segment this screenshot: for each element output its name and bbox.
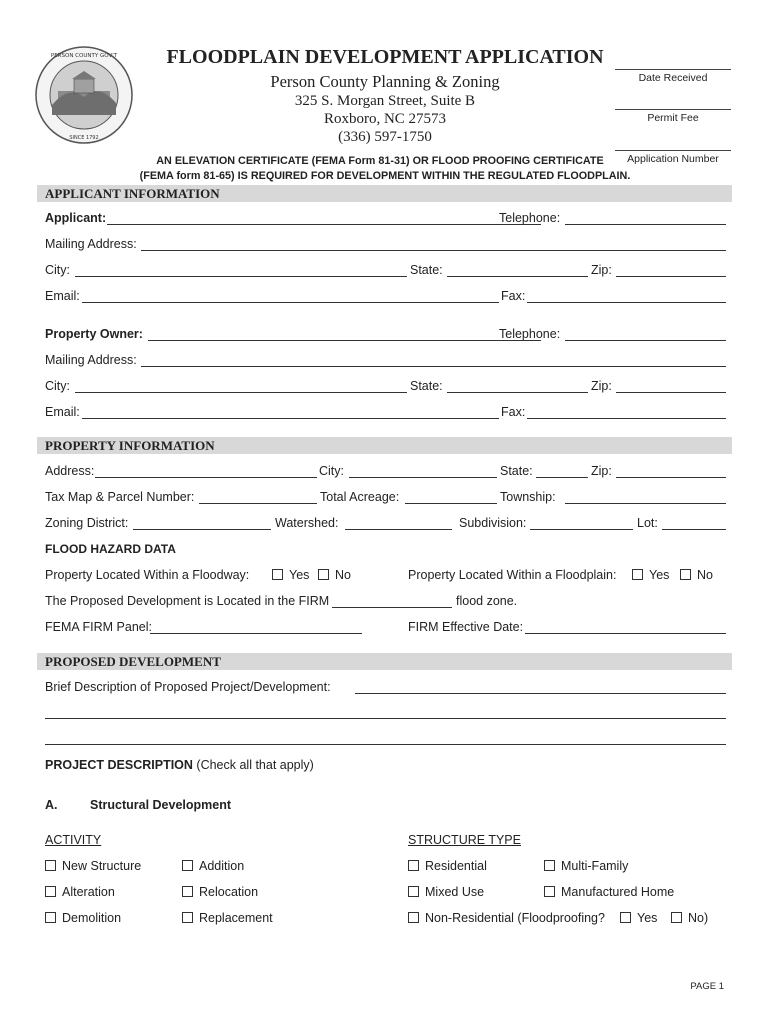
subdivision-field[interactable]	[530, 529, 633, 530]
floodway-row	[45, 568, 735, 586]
owner-label: Property Owner:	[45, 327, 143, 341]
applicant-label: Applicant:	[45, 211, 107, 225]
permit-fee-label: Permit Fee	[647, 112, 699, 124]
floodway-yes-option[interactable]	[272, 568, 309, 582]
demolition-checkbox[interactable]	[45, 912, 56, 923]
floodplain-label: Property Located Within a Floodplain:	[408, 568, 617, 582]
mixed-use-checkbox[interactable]	[408, 886, 419, 897]
floodplain-no-option[interactable]	[680, 568, 713, 582]
form-title: FLOODPLAIN DEVELOPMENT APPLICATION	[166, 46, 604, 68]
non-residential-label: Non-Residential (Floodproofing?	[425, 911, 605, 925]
type-multi-family[interactable]	[544, 859, 628, 877]
relocation-label: Relocation	[199, 885, 259, 899]
alteration-label: Alteration	[62, 885, 115, 899]
floodproofing-yes-option[interactable]	[620, 911, 657, 929]
township-field[interactable]	[565, 503, 726, 504]
demolition-label: Demolition	[62, 911, 122, 925]
owner-telephone-field[interactable]	[565, 340, 726, 341]
floodplain-yes-checkbox[interactable]	[632, 569, 643, 580]
applicant-row	[45, 211, 735, 229]
watershed-field[interactable]	[345, 529, 452, 530]
owner-city-label: City:	[45, 379, 70, 393]
floodway-no-label: No	[335, 568, 351, 582]
activity-heading: ACTIVITY	[45, 833, 102, 847]
property-city-field[interactable]	[349, 477, 497, 478]
owner-state-field[interactable]	[447, 392, 588, 393]
applicant-state-label: State:	[410, 263, 443, 277]
applicant-telephone-field[interactable]	[565, 224, 726, 225]
floodplain-no-label: No	[697, 568, 713, 582]
owner-zip-field[interactable]	[616, 392, 726, 393]
residential-checkbox[interactable]	[408, 860, 419, 871]
applicant-section-header	[37, 185, 732, 202]
lot-label: Lot:	[637, 516, 658, 530]
office-address-line2: Roxboro, NC 27573	[323, 111, 447, 127]
applicant-fax-field[interactable]	[527, 302, 726, 303]
property-address-field[interactable]	[95, 477, 317, 478]
lot-field[interactable]	[662, 529, 726, 530]
activity-addition[interactable]	[182, 859, 244, 877]
project-description-title: PROJECT DESCRIPTION	[45, 758, 193, 772]
zoning-label: Zoning District:	[45, 516, 129, 530]
tax-map-field[interactable]	[199, 503, 317, 504]
floodway-label: Property Located Within a Floodway:	[45, 568, 250, 582]
zoning-row	[45, 516, 735, 534]
office-address-line1: 325 S. Morgan Street, Suite B	[294, 93, 476, 109]
floodplain-yes-option[interactable]	[632, 568, 669, 582]
type-non-residential[interactable]	[408, 911, 605, 929]
application-number-line[interactable]	[615, 150, 731, 151]
floodproofing-no-label: No)	[688, 911, 709, 925]
type-manufactured-home[interactable]	[544, 885, 674, 903]
applicant-city-row	[45, 263, 735, 281]
owner-state-label: State:	[410, 379, 443, 393]
activity-relocation[interactable]	[182, 885, 258, 903]
property-address-label: Address:	[45, 464, 95, 478]
owner-email-row	[45, 405, 735, 423]
applicant-mailing-label: Mailing Address:	[45, 237, 137, 251]
floodway-no-checkbox[interactable]	[318, 569, 329, 580]
property-zip-label: Zip:	[591, 464, 612, 478]
brief-description-row	[45, 680, 735, 698]
page-number: PAGE 1	[690, 981, 724, 992]
project-description-note: (Check all that apply)	[192, 758, 314, 772]
owner-mailing-field[interactable]	[141, 366, 726, 367]
multi-family-label: Multi-Family	[561, 859, 629, 873]
applicant-email-row	[45, 289, 735, 307]
manufactured-home-checkbox[interactable]	[544, 886, 555, 897]
firm-date-label: FIRM Effective Date:	[408, 620, 524, 634]
tax-map-row	[45, 490, 735, 508]
mixed-use-label: Mixed Use	[425, 885, 485, 899]
project-description-heading	[45, 758, 314, 776]
applicant-fax-label: Fax:	[501, 289, 526, 303]
office-name: Person County Planning & Zoning	[270, 72, 500, 91]
applicant-state-field[interactable]	[447, 276, 588, 277]
property-state-field[interactable]	[536, 477, 588, 478]
firm-zone-row	[45, 594, 735, 612]
section-a-letter: A.	[45, 798, 58, 812]
applicant-zip-label: Zip:	[591, 263, 612, 277]
alteration-checkbox[interactable]	[45, 886, 56, 897]
floodproofing-yes-checkbox[interactable]	[620, 912, 631, 923]
firm-zone-suffix: flood zone.	[456, 594, 518, 608]
multi-family-checkbox[interactable]	[544, 860, 555, 871]
tax-map-label: Tax Map & Parcel Number:	[45, 490, 195, 504]
subdivision-label: Subdivision:	[459, 516, 527, 530]
applicant-field[interactable]	[107, 224, 541, 225]
owner-city-field[interactable]	[75, 392, 407, 393]
property-address-row	[45, 464, 735, 482]
property-state-label: State:	[500, 464, 533, 478]
applicant-city-field[interactable]	[75, 276, 407, 277]
owner-zip-label: Zip:	[591, 379, 612, 393]
residential-label: Residential	[425, 859, 487, 873]
brief-description-line3[interactable]	[45, 744, 726, 745]
date-received-label: Date Received	[638, 72, 708, 84]
owner-telephone-label: Telephone:	[499, 327, 561, 341]
acreage-field[interactable]	[405, 503, 497, 504]
floodway-no-option[interactable]	[318, 568, 351, 582]
owner-fax-label: Fax:	[501, 405, 526, 419]
owner-mailing-row	[45, 353, 735, 371]
firm-zone-label: The Proposed Development is Located in the FIRM	[45, 594, 330, 608]
new-structure-label: New Structure	[62, 859, 142, 873]
zoning-field[interactable]	[133, 529, 271, 530]
activity-alteration[interactable]	[45, 885, 115, 903]
applicant-city-label: City:	[45, 263, 70, 277]
brief-description-line2[interactable]	[45, 718, 726, 719]
manufactured-home-label: Manufactured Home	[561, 885, 675, 899]
certificate-notice-line2: (FEMA form 81-65) IS REQUIRED FOR DEVELOPMENT WITHIN THE REGULATED FLOODPLAIN.	[139, 170, 631, 182]
new-structure-checkbox[interactable]	[45, 860, 56, 871]
floodproofing-no-checkbox[interactable]	[671, 912, 682, 923]
flood-hazard-heading: FLOOD HAZARD DATA	[45, 542, 176, 556]
owner-email-field[interactable]	[82, 418, 499, 419]
fema-panel-row	[45, 620, 735, 638]
replacement-label: Replacement	[199, 911, 273, 925]
activity-new-structure[interactable]	[45, 859, 141, 877]
structural-development-heading	[45, 798, 345, 816]
applicant-mailing-field[interactable]	[141, 250, 726, 251]
floodway-yes-checkbox[interactable]	[272, 569, 283, 580]
acreage-label: Total Acreage:	[320, 490, 400, 504]
firm-date-field[interactable]	[525, 633, 726, 634]
certificate-notice-line1: AN ELEVATION CERTIFICATE (FEMA Form 81-31) OR FLOOD PROOFING CERTIFICATE	[156, 155, 604, 167]
applicant-telephone-label: Telephone:	[499, 211, 561, 225]
type-residential[interactable]	[408, 859, 487, 877]
addition-checkbox[interactable]	[182, 860, 193, 871]
activity-demolition[interactable]	[45, 911, 121, 929]
activity-replacement[interactable]	[182, 911, 273, 929]
development-section-header	[37, 653, 732, 670]
floodplain-no-checkbox[interactable]	[680, 569, 691, 580]
owner-city-row	[45, 379, 735, 397]
applicant-email-label: Email:	[45, 289, 80, 303]
township-label: Township:	[500, 490, 556, 504]
floodway-yes-label: Yes	[289, 568, 310, 582]
firm-zone-field[interactable]	[332, 607, 452, 608]
owner-mailing-label: Mailing Address:	[45, 353, 137, 367]
fema-panel-label: FEMA FIRM Panel:	[45, 620, 152, 634]
property-section-title: PROPERTY INFORMATION	[45, 438, 215, 453]
applicant-zip-field[interactable]	[616, 276, 726, 277]
floodplain-yes-label: Yes	[649, 568, 670, 582]
non-residential-checkbox[interactable]	[408, 912, 419, 923]
structure-type-heading: STRUCTURE TYPE	[408, 833, 521, 847]
type-mixed-use[interactable]	[408, 885, 484, 903]
applicant-section-title: APPLICANT INFORMATION	[45, 186, 220, 201]
replacement-checkbox[interactable]	[182, 912, 193, 923]
watershed-label: Watershed:	[275, 516, 339, 530]
owner-field[interactable]	[148, 340, 541, 341]
property-zip-field[interactable]	[616, 477, 726, 478]
relocation-checkbox[interactable]	[182, 886, 193, 897]
applicant-mailing-row	[45, 237, 735, 255]
applicant-email-field[interactable]	[82, 302, 499, 303]
addition-label: Addition	[199, 859, 245, 873]
owner-email-label: Email:	[45, 405, 80, 419]
development-section-title: PROPOSED DEVELOPMENT	[45, 654, 221, 669]
svg-text:SINCE 1792: SINCE 1792	[69, 135, 99, 141]
owner-row	[45, 327, 735, 345]
property-city-label: City:	[319, 464, 344, 478]
permit-fee-line[interactable]	[615, 109, 731, 110]
owner-fax-field[interactable]	[527, 418, 726, 419]
brief-description-label: Brief Description of Proposed Project/Development:	[45, 680, 331, 694]
floodproofing-yes-label: Yes	[637, 911, 658, 925]
office-phone: (336) 597-1750	[338, 129, 432, 145]
section-a-title: Structural Development	[90, 798, 232, 812]
date-received-line[interactable]	[615, 69, 731, 70]
application-number-label: Application Number	[627, 153, 719, 165]
svg-text:PERSON COUNTY GOV'T: PERSON COUNTY GOV'T	[50, 53, 118, 59]
floodproofing-no-option[interactable]	[671, 911, 708, 929]
property-section-header	[37, 437, 732, 454]
fema-panel-field[interactable]	[150, 633, 362, 634]
brief-description-field[interactable]	[355, 693, 726, 694]
